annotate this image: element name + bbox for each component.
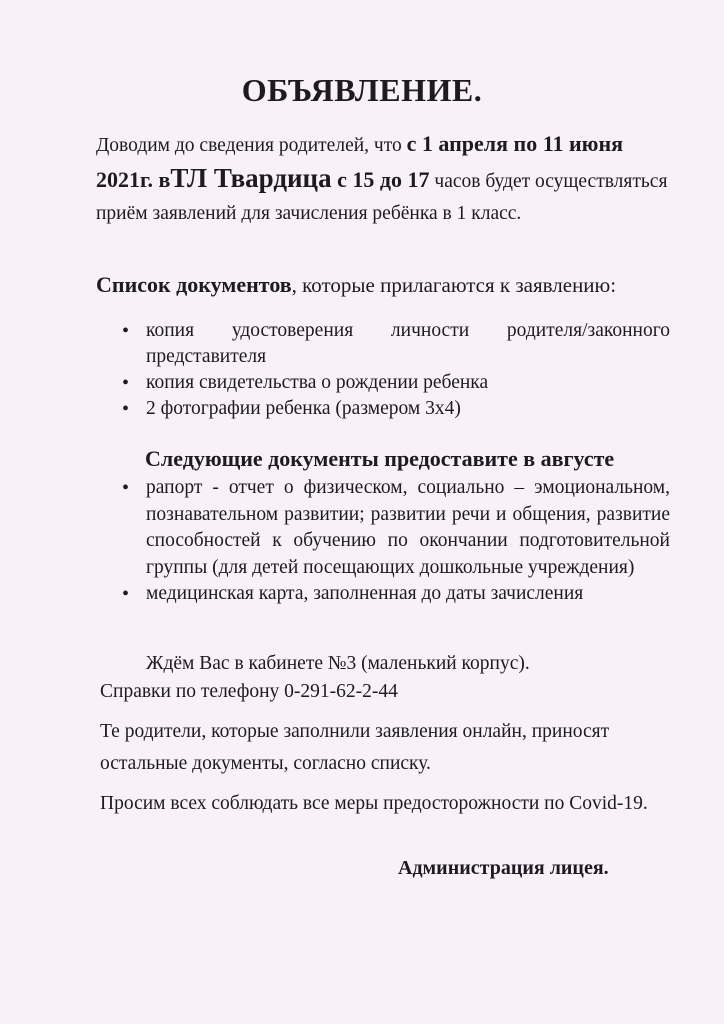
list-item: • 2 фотографии ребенка (размером 3х4)	[120, 396, 670, 422]
intro-place: ТЛ Твардица	[170, 163, 332, 193]
documents-heading-rest: , которые прилагаются к заявлению:	[291, 273, 617, 297]
documents-heading-bold: Список документов	[96, 272, 292, 297]
list-item: • копия удостоверения личности родителя/законного представителя	[120, 318, 670, 370]
intro-hours: с 15 до 17	[331, 167, 430, 192]
signature: Администрация лицея.	[398, 857, 609, 879]
documents-list	[120, 318, 670, 422]
office-line: Ждём Вас в кабинете №3 (маленький корпус).	[146, 653, 530, 674]
intro-paragraph	[96, 128, 676, 230]
august-list	[120, 475, 670, 607]
online-note: Те родители, которые заполнили заявления онлайн, приносят остальные документы, согласно списку.	[100, 721, 610, 774]
contact-info	[100, 650, 660, 706]
page-title: ОБЪЯВЛЕНИЕ.	[241, 72, 483, 108]
covid-note: Просим всех соблюдать все меры предосторожности по Covid-19.	[100, 793, 648, 814]
list-item: • медицинская карта, заполненная до даты зачисления	[120, 581, 670, 607]
intro-text-end: часов будет осуществляться приём заявлений для зачисления ребёнка в 1 класс.	[96, 171, 668, 224]
phone-line: Справки по телефону 0-291-62-2-44	[100, 681, 398, 702]
august-heading: Следующие документы предоставите в августе	[145, 446, 615, 471]
list-item: • копия свидетельства о рождении ребенка	[120, 370, 670, 396]
intro-text-start: Доводим до сведения родителей, что	[96, 135, 407, 156]
list-item: • рапорт - отчет о физическом, социально – эмоциональном, познавательном развитии; развитии речи и общения, развитие способностей к обучению по окончании подготовительной группы (для детей посещающих дошкольные учреждения)	[120, 475, 670, 581]
intro-dates: с 1 апреля по 11 июня 2021г. в	[96, 131, 624, 192]
documents-heading	[96, 272, 616, 298]
